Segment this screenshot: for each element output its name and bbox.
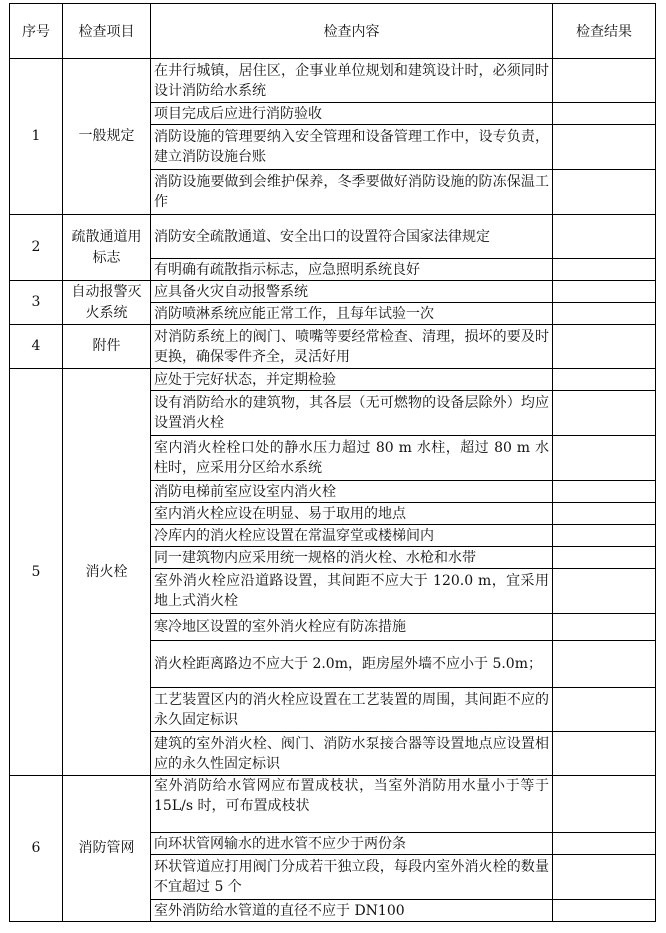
- check-result[interactable]: [553, 525, 656, 547]
- table-row: [10, 776, 656, 833]
- group-num: 5: [10, 369, 63, 776]
- check-result[interactable]: [553, 569, 656, 614]
- check-content: 有明确有疏散指示标志，应急照明系统良好: [151, 259, 553, 281]
- check-content: 消防设施要做到会维护保养，冬季要做好消防设施的防冻保温工作: [151, 170, 553, 215]
- group-item: 附件: [63, 325, 151, 369]
- group-item: 消火栓: [63, 369, 151, 776]
- header-item: 检查项目: [63, 4, 151, 59]
- check-result[interactable]: [553, 125, 656, 170]
- check-result[interactable]: [553, 481, 656, 503]
- check-content: 室内消火栓栓口处的静水压力超过 80 m 水柱，超过 80 m 水柱时，应采用分区给水系统: [151, 436, 553, 481]
- check-content: 冷库内的消火栓应设置在常温穿堂或楼梯间内: [151, 525, 553, 547]
- group-num: 2: [10, 215, 63, 281]
- check-result[interactable]: [553, 170, 656, 215]
- check-result[interactable]: [553, 391, 656, 436]
- check-content: 室外消防给水管道的直径不应于 DN100: [151, 900, 553, 922]
- check-content: 寒冷地区设置的室外消火栓应有防冻措施: [151, 614, 553, 641]
- check-content: 在井行城镇，居住区，企事业单位规划和建筑设计时，必须同时设计消防给水系统: [151, 59, 553, 103]
- group-item: 消防管网: [63, 776, 151, 922]
- table-header-row: [10, 4, 656, 59]
- check-result[interactable]: [553, 614, 656, 641]
- group-item: 自动报警灭火系统: [63, 281, 151, 325]
- check-content: 向环状管网输水的进水管不应少于两份条: [151, 833, 553, 855]
- check-content: 对消防系统上的阀门、喷嘴等要经常检查、清理，损坏的要及时更换，确保零件齐全，灵活好用: [151, 325, 553, 369]
- check-content: 室外消火栓应沿道路设置，其间距不应大于 120.0 m，宜采用地上式消火栓: [151, 569, 553, 614]
- check-result[interactable]: [553, 281, 656, 303]
- check-result[interactable]: [553, 900, 656, 922]
- header-content: 检查内容: [151, 4, 553, 59]
- group-num: 1: [10, 59, 63, 215]
- check-result[interactable]: [553, 641, 656, 688]
- check-result[interactable]: [553, 103, 656, 125]
- table-row: [10, 325, 656, 369]
- check-content: 室外消防给水管网应布置成枝状，当室外消防用水量小于等于 15L/s 时，可布置成枝状: [151, 776, 553, 833]
- check-content: 消防喷淋系统应能正常工作，且每年试验一次: [151, 303, 553, 325]
- check-result[interactable]: [553, 732, 656, 776]
- group-item: 一般规定: [63, 59, 151, 215]
- check-content: 消防安全疏散通道、安全出口的设置符合国家法律规定: [151, 215, 553, 259]
- check-content: 消防设施的管理要纳入安全管理和设备管理工作中，设专负责，建立消防设施台账: [151, 125, 553, 170]
- check-result[interactable]: [553, 436, 656, 481]
- check-result[interactable]: [553, 215, 656, 259]
- check-result[interactable]: [553, 547, 656, 569]
- check-result[interactable]: [553, 776, 656, 833]
- check-content: 应具备火灾自动报警系统: [151, 281, 553, 303]
- check-content: 同一建筑物内应采用统一规格的消火栓、水枪和水带: [151, 547, 553, 569]
- check-content: 室内消火栓应设在明显、易于取用的地点: [151, 503, 553, 525]
- check-content: 环状管道应打用阀门分成若干独立段，每段内室外消火栓的数量不宜超过 5 个: [151, 855, 553, 900]
- table-row: [10, 281, 656, 303]
- table-row: [10, 369, 656, 391]
- check-result[interactable]: [553, 259, 656, 281]
- check-content: 建筑的室外消火栓、阀门、消防水泵接合器等设置地点应设置相应的永久性固定标识: [151, 732, 553, 776]
- table-row: [10, 215, 656, 259]
- check-content: 消火栓距离路边不应大于 2.0m，距房屋外墙不应小于 5.0m；: [151, 641, 553, 688]
- check-result[interactable]: [553, 503, 656, 525]
- header-result: 检查结果: [553, 4, 656, 59]
- check-result[interactable]: [553, 303, 656, 325]
- check-result[interactable]: [553, 855, 656, 900]
- check-result[interactable]: [553, 688, 656, 732]
- check-result[interactable]: [553, 59, 656, 103]
- check-content: 消防电梯前室应设室内消火栓: [151, 481, 553, 503]
- group-num: 6: [10, 776, 63, 922]
- check-content: 工艺装置区内的消火栓应设置在工艺装置的周围，其间距不应的永久固定标识: [151, 688, 553, 732]
- check-result[interactable]: [553, 369, 656, 391]
- inspection-table: [9, 3, 656, 922]
- check-content: 设有消防给水的建筑物，其各层（无可燃物的设备层除外）均应设置消火栓: [151, 391, 553, 436]
- check-result[interactable]: [553, 833, 656, 855]
- check-content: 应处于完好状态，并定期检验: [151, 369, 553, 391]
- group-num: 3: [10, 281, 63, 325]
- check-content: 项目完成后应进行消防验收: [151, 103, 553, 125]
- group-item: 疏散通道用标志: [63, 215, 151, 281]
- table-row: [10, 59, 656, 103]
- header-num: 序号: [10, 4, 63, 59]
- check-result[interactable]: [553, 325, 656, 369]
- group-num: 4: [10, 325, 63, 369]
